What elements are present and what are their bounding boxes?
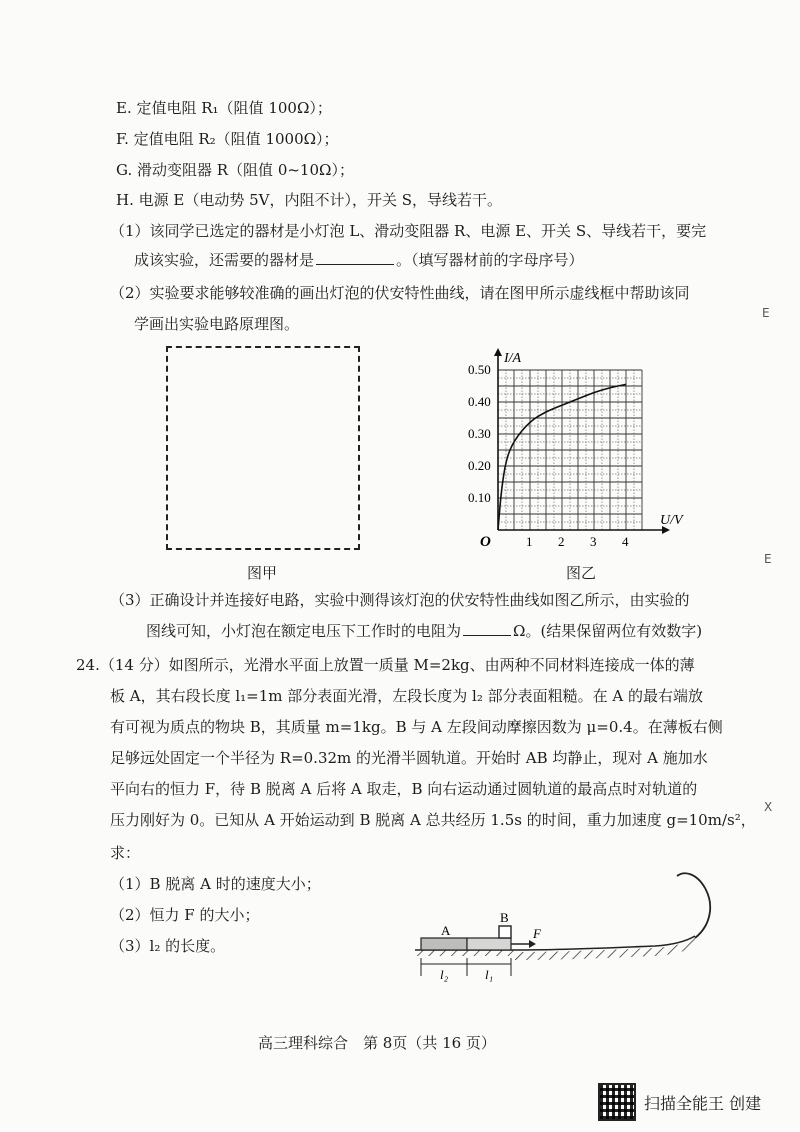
label-f: F [533, 926, 541, 941]
q23-part3-line1: （3）正确设计并连接好电路，实验中测得该灯泡的伏安特性曲线如图乙所示，由实验的 [110, 591, 690, 609]
q23-part2-line1: （2）实验要求能够较准确的画出灯泡的伏安特性曲线，请在图甲所示虚线框中帮助该同 [110, 284, 690, 302]
chart-tick-labels [468, 362, 629, 549]
label-a: A [441, 923, 451, 938]
x-tick-label: 1 [526, 534, 533, 549]
plank-a-smooth-section [467, 938, 511, 950]
q24-sub-3: （3）l₂ 的长度。 [110, 937, 226, 955]
circuit-drawing-frame[interactable] [166, 346, 360, 550]
y-tick-label: 0.50 [468, 362, 491, 377]
item-f: F. 定值电阻 R₂（阻值 1000Ω）； [116, 130, 339, 148]
q24-line-3: 有可视为质点的物块 B，其质量 m=1kg。B 与 A 左段间动摩擦因数为 μ=0.4。在薄板右侧 [110, 718, 723, 736]
x-tick-label: 3 [590, 534, 597, 549]
y-axis-label: I/A [504, 351, 522, 366]
y-tick-label: 0.20 [468, 458, 491, 473]
qr-code-icon [598, 1083, 636, 1121]
q24-line-5: 平向右的恒力 F，待 B 脱离 A 后将 A 取走，B 向右运动通过圆轨道的最高点时对轨道的 [110, 780, 698, 798]
label-b: B [500, 910, 509, 925]
q24-line-1: 24.（14 分）如图所示，光滑水平面上放置一质量 M=2kg、由两种不同材料连接成一体的薄 [76, 656, 695, 674]
y-tick-label: 0.40 [468, 394, 491, 409]
edge-mark-3: X [764, 800, 773, 814]
q24-line-2: 板 A，其右段长度 l₁=1m 部分表面光滑，左段长度为 l₂ 部分表面粗糙。在 A 的最右端放 [110, 687, 704, 705]
scanner-watermark [598, 1083, 761, 1121]
q23-part2-line2: 学画出实验电路原理图。 [134, 315, 300, 333]
figure-jia-caption: 图甲 [247, 564, 278, 582]
y-tick-label: 0.10 [468, 490, 491, 505]
dimension-lines [421, 958, 511, 976]
block-b [499, 926, 511, 938]
q23-part1-line1: （1）该同学已选定的器材是小灯泡 L、滑动变阻器 R、电源 E、开关 S、导线若干，要完 [110, 222, 707, 240]
x-tick-label: 2 [558, 534, 565, 549]
iv-characteristic-chart [470, 338, 690, 558]
q23-part3-note: Ω。(结果保留两位有效数字) [513, 622, 703, 640]
watermark-text: 扫描全能王 创建 [644, 1093, 762, 1113]
edge-mark-2: E [764, 552, 772, 566]
q24-sub-1: （1）B 脱离 A 时的速度大小； [110, 875, 321, 893]
q23-part3-line2 [146, 621, 702, 641]
y-tick-label: 0.30 [468, 426, 491, 441]
q23-part3-text: 图线可知，小灯泡在额定电压下工作时的电阻为 [146, 622, 462, 640]
item-h: H. 电源 E（电动势 5V，内阻不计），开关 S，导线若干。 [116, 191, 503, 209]
plank-a-rough-section [421, 938, 467, 950]
figure-yi-caption: 图乙 [566, 564, 597, 582]
x-tick-label: 4 [622, 534, 629, 549]
q23-part1-note: 。（填写器材前的字母序号） [396, 251, 584, 269]
label-l1: l₁ [485, 967, 494, 982]
x-axis-label: U/V [660, 513, 683, 528]
plank-track-diagram [405, 866, 715, 986]
q24-line-6: 压力刚好为 0。已知从 A 开始运动到 B 脱离 A 总共经历 1.5s 的时间，重力加速度 g=10m/s²， [110, 811, 756, 829]
chart-grid [498, 370, 642, 530]
q24-line-4: 足够远处固定一个半径为 R=0.32m 的光滑半圆轨道。开始时 AB 均静止，现对 A 施加水 [110, 749, 708, 767]
label-l2: l₂ [440, 967, 449, 982]
item-e: E. 定值电阻 R₁（阻值 100Ω）； [116, 99, 332, 117]
edge-mark-1: E [762, 306, 770, 320]
q23-part1-line2 [134, 250, 584, 270]
q24-line-7: 求： [110, 844, 141, 862]
answer-blank-1[interactable] [316, 264, 394, 265]
origin-label: O [480, 534, 491, 550]
semicircle-track [677, 873, 710, 938]
q24-sub-2: （2）恒力 F 的大小； [110, 906, 260, 924]
item-g: G. 滑动变阻器 R（阻值 0~10Ω）； [116, 161, 354, 179]
answer-blank-2[interactable] [463, 635, 511, 636]
q23-part1-text: 成该实验，还需要的器材是 [134, 251, 315, 269]
y-axis-arrow [494, 348, 502, 356]
force-arrowhead [529, 940, 536, 948]
page-footer: 高三理科综合 第 8页（共 16 页） [258, 1034, 496, 1052]
